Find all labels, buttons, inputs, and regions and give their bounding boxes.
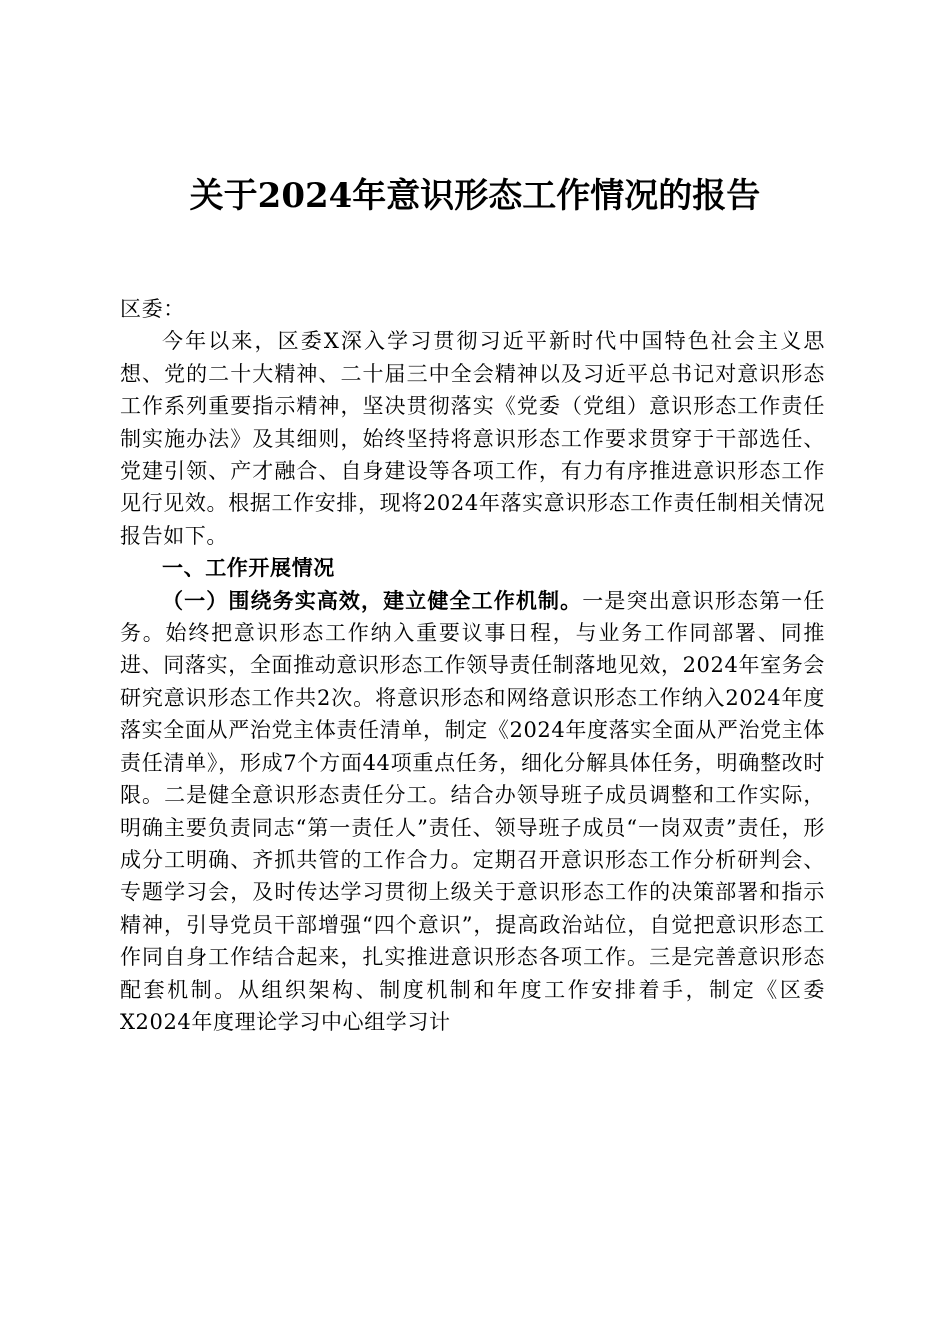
document-body xyxy=(120,293,825,1038)
section-1-1-paragraph xyxy=(120,585,825,1039)
document-title: 关于2024年意识形态工作情况的报告 xyxy=(189,176,761,216)
section-1-1-text: 一是突出意识形态第一任务。始终把意识形态工作纳入重要议事日程，与业务工作同部署、同推进、同落实，全面推动意识形态工作领导责任制落地见效，2024年室务会研究意识形态工作共2次。将意识形态和网络意识形态工作纳入2024年度落实全面从严治党主体责任清单，制定《2024年度落实全面从严治党主体责任清单》，形成7个方面44项重点任务，细化分解具体任务，明确整改时限。二是健全意识形态责任分工。结合办领导班子成员调整和工作实际，明确主要负责同志“第一责任人”责任、领导班子成员“一岗双责”责任，形成分工明确、齐抓共管的工作合力。定期召开意识形态工作分析研判会、专题学习会，及时传达学习贯彻上级关于意识形态工作的决策部署和指示精神，引导党员干部增强“四个意识”，提高政治站位，自觉把意识形态工作同自身工作结合起来，扎实推进意识形态各项工作。三是完善意识形态配套机制。从组织架构、制度机制和年度工作安排着手，制定《区委X2024年度理论学习中心组学习计 xyxy=(120,588,825,1034)
intro-paragraph: 今年以来，区委X深入学习贯彻习近平新时代中国特色社会主义思想、党的二十大精神、二十届三中全会精神以及习近平总书记对意识形态工作系列重要指示精神，坚决贯彻落实《党委（党组）意识形态工作责任制实施办法》及其细则，始终坚持将意识形态工作要求贯穿于干部选任、党建引领、产才融合、自身建设等各项工作，有力有序推进意识形态工作见行见效。根据工作安排，现将2024年落实意识形态工作责任制相关情况报告如下。 xyxy=(120,329,825,548)
section-heading-1: 一、工作开展情况 xyxy=(162,556,335,581)
section-1-1-lead: （一）围绕务实高效，建立健全工作机制。 xyxy=(162,587,583,613)
salutation: 区委： xyxy=(120,297,185,321)
